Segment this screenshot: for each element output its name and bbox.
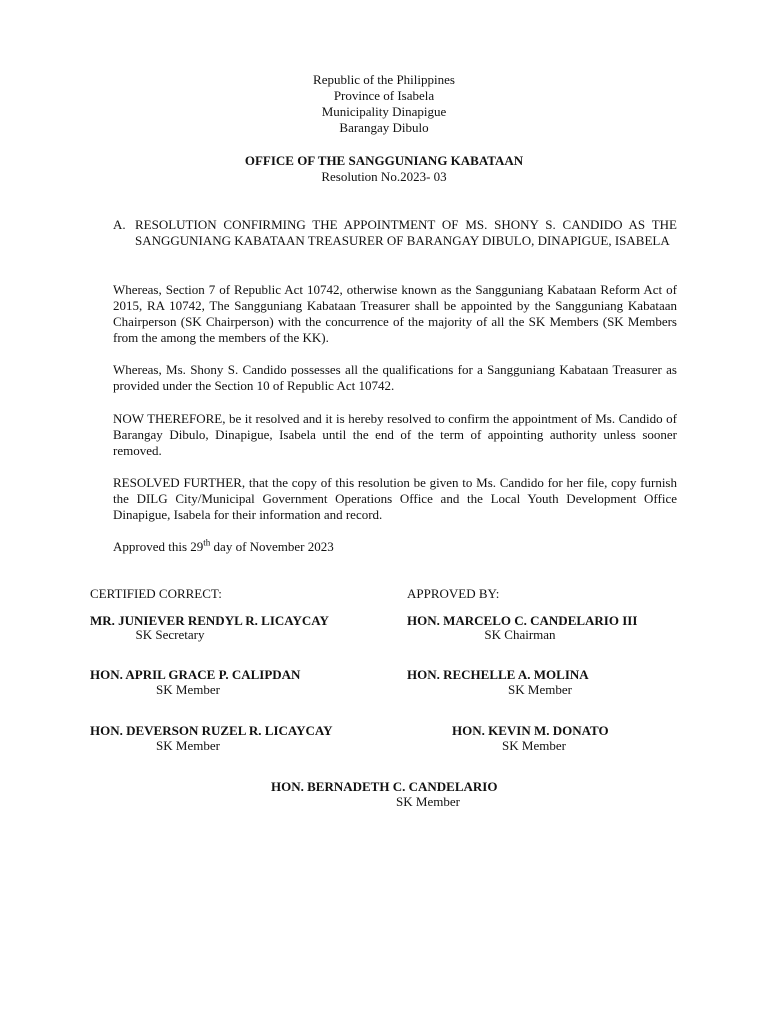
signatory-name: HON. KEVIN M. DONATO [452,723,609,738]
signatory-role: SK Member [396,794,460,809]
signatory-role: SK Secretary [135,627,205,642]
certified-correct-label: CERTIFIED CORRECT: [90,586,222,601]
resolved-further-paragraph: RESOLVED FURTHER, that the copy of this resolution be given to Ms. Candido for her file, copy furnish the DILG City/Municipal Government Operations Office and the Local Youth Development Office Dinapigue, Isabela for their information and record. [113,475,677,522]
resolution-heading [113,217,677,265]
approved-superscript: th [203,537,211,548]
header-barangay: Barangay Dibulo [339,120,429,135]
signatory-name: HON. BERNADETH C. CANDELARIO [271,779,498,794]
now-therefore-paragraph: NOW THEREFORE, be it resolved and it is hereby resolved to confirm the appointment of Ms. Candido of Barangay Dibulo, Dinapigue, Isabela until the end of the term of appointing authority unless sooner removed. [113,411,677,458]
approved-prefix: Approved this 29 [113,539,204,554]
signatory-role: SK Chairman [484,627,556,642]
signatory-name: HON. MARCELO C. CANDELARIO III [407,613,638,628]
header-province: Province of Isabela [333,88,435,103]
signatory-name: HON. APRIL GRACE P. CALIPDAN [90,667,301,682]
item-letter: A. [113,217,126,232]
signatory-role: SK Member [156,738,220,753]
signatory-role: SK Member [508,682,572,697]
item-title: RESOLUTION CONFIRMING THE APPOINTMENT OF MS. SHONY S. CANDIDO AS THE SANGGUNIANG KABATAAN TREASURER OF BARANGAY DIBULO, DINAPIGUE, ISABELA [135,217,677,248]
whereas-paragraph-2: Whereas, Ms. Shony S. Candido possesses all the qualifications for a Sangguniang Kabataan Treasurer as provided under the Section 10 of Republic Act 10742. [113,362,677,393]
header-republic: Republic of the Philippines [313,72,455,87]
signatory-role: SK Member [156,682,220,697]
office-title: OFFICE OF THE SANGGUNIANG KABATAAN [244,153,524,168]
header-municipality: Municipality Dinapigue [321,104,447,119]
approved-rest: day of November 2023 [210,539,334,554]
resolution-number: Resolution No.2023- 03 [321,169,447,184]
signatory-name: HON. RECHELLE A. MOLINA [407,667,589,682]
approved-by-label: APPROVED BY: [407,586,500,601]
signatory-name: HON. DEVERSON RUZEL R. LICAYCAY [90,723,333,738]
whereas-paragraph-1: Whereas, Section 7 of Republic Act 10742, otherwise known as the Sangguniang Kabataan Reform Act of 2015, RA 10742, The Sangguniang Kabataan Treasurer shall be appointed by the Sangguniang Kabataan Chairperson (SK Chairperson) with the concurrence of the majority of all the SK Members (SK Members from the among the members of the KK). [113,282,677,345]
signatory-name: MR. JUNIEVER RENDYL R. LICAYCAY [90,613,329,628]
approved-date [113,539,334,555]
signatory-role: SK Member [502,738,566,753]
